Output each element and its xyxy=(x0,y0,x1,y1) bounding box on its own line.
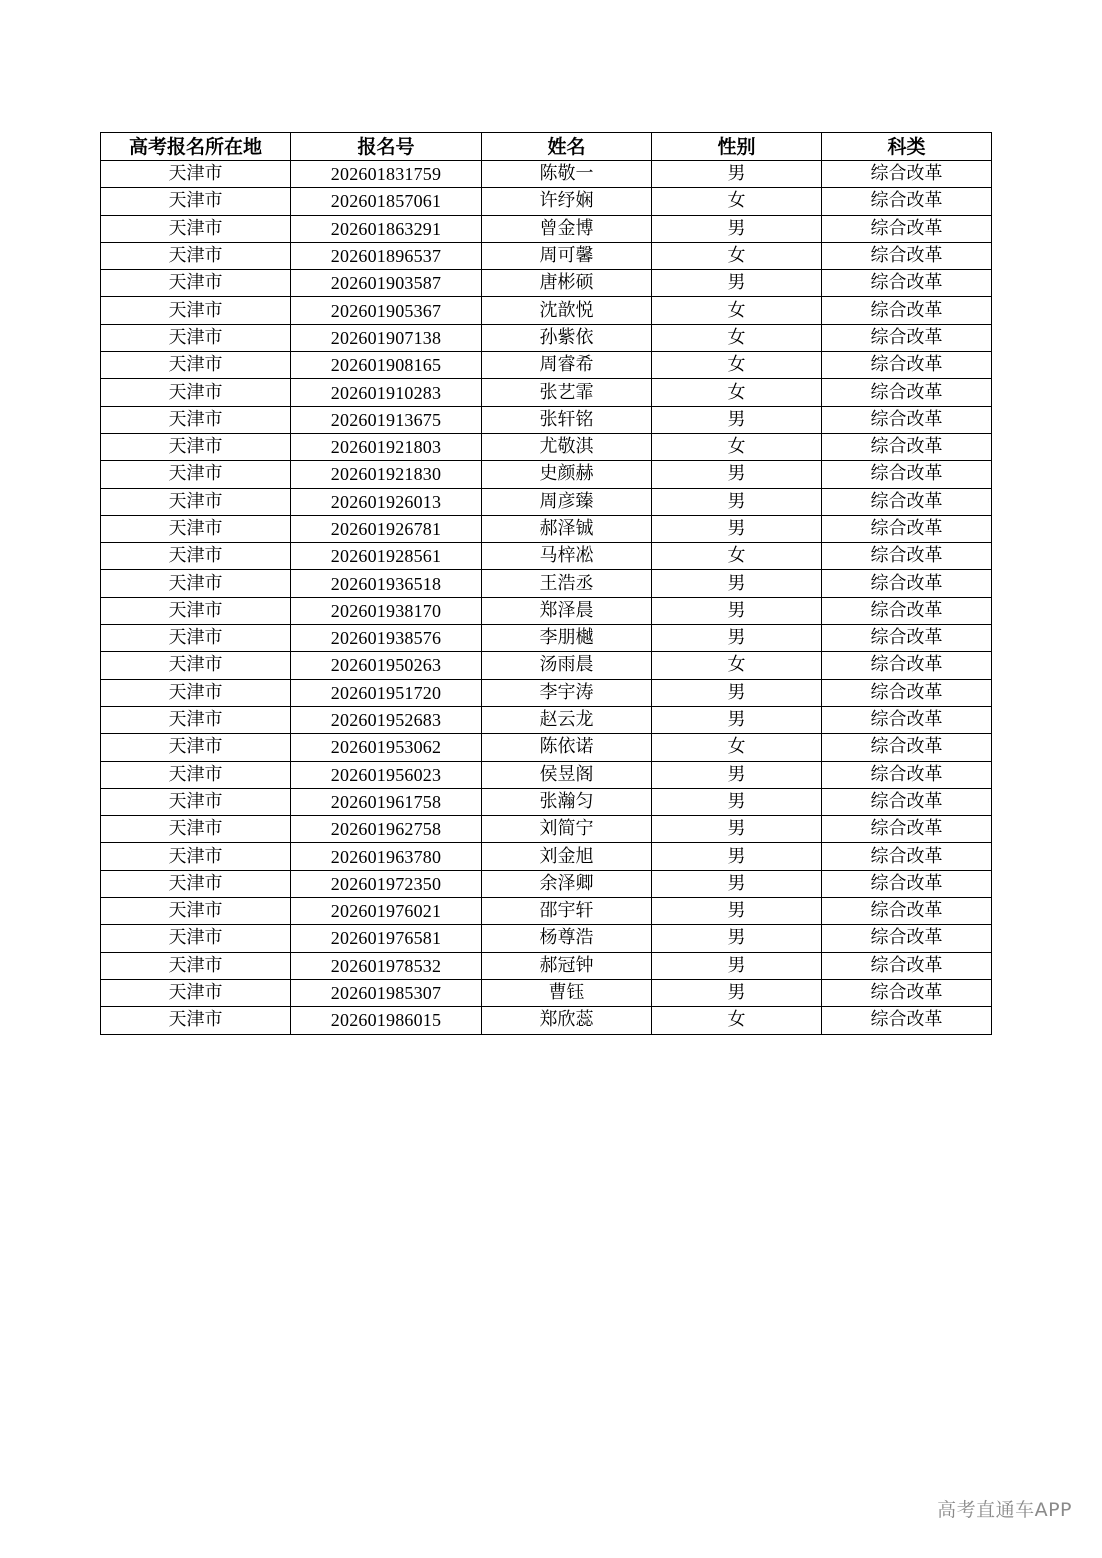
name-cell: 史颜赫 xyxy=(482,461,652,488)
gender-cell: 男 xyxy=(652,625,822,652)
subject-category-cell: 综合改革 xyxy=(822,270,992,297)
name-cell: 沈歆悦 xyxy=(482,297,652,324)
region-cell: 天津市 xyxy=(101,625,291,652)
name-cell: 王浩丞 xyxy=(482,570,652,597)
table-row xyxy=(101,761,992,788)
table-row xyxy=(101,570,992,597)
gender-cell: 男 xyxy=(652,270,822,297)
table-row xyxy=(101,843,992,870)
table-row xyxy=(101,952,992,979)
region-cell: 天津市 xyxy=(101,461,291,488)
region-cell: 天津市 xyxy=(101,433,291,460)
gender-cell: 男 xyxy=(652,679,822,706)
region-cell: 天津市 xyxy=(101,898,291,925)
gender-cell: 女 xyxy=(652,352,822,379)
registration-number-cell: 202601905367 xyxy=(291,297,482,324)
registration-number-cell: 202601956023 xyxy=(291,761,482,788)
registration-number-cell: 202601857061 xyxy=(291,188,482,215)
name-cell: 汤雨晨 xyxy=(482,652,652,679)
table-row xyxy=(101,652,992,679)
gender-cell: 女 xyxy=(652,433,822,460)
header-gender: 性别 xyxy=(652,133,822,161)
region-cell: 天津市 xyxy=(101,788,291,815)
region-cell: 天津市 xyxy=(101,679,291,706)
registration-number-cell: 202601950263 xyxy=(291,652,482,679)
table-row xyxy=(101,406,992,433)
gender-cell: 男 xyxy=(652,597,822,624)
region-cell: 天津市 xyxy=(101,324,291,351)
subject-category-cell: 综合改革 xyxy=(822,979,992,1006)
subject-category-cell: 综合改革 xyxy=(822,161,992,188)
region-cell: 天津市 xyxy=(101,515,291,542)
region-cell: 天津市 xyxy=(101,242,291,269)
name-cell: 张轩铭 xyxy=(482,406,652,433)
name-cell: 邵宇轩 xyxy=(482,898,652,925)
name-cell: 曾金博 xyxy=(482,215,652,242)
subject-category-cell: 综合改革 xyxy=(822,788,992,815)
table-row xyxy=(101,324,992,351)
region-cell: 天津市 xyxy=(101,761,291,788)
gender-cell: 女 xyxy=(652,188,822,215)
subject-category-cell: 综合改革 xyxy=(822,898,992,925)
subject-category-cell: 综合改革 xyxy=(822,925,992,952)
region-cell: 天津市 xyxy=(101,734,291,761)
region-cell: 天津市 xyxy=(101,488,291,515)
table-row xyxy=(101,788,992,815)
region-cell: 天津市 xyxy=(101,979,291,1006)
header-subject-category: 科类 xyxy=(822,133,992,161)
gender-cell: 男 xyxy=(652,406,822,433)
name-cell: 郑欣蕊 xyxy=(482,1007,652,1034)
subject-category-cell: 综合改革 xyxy=(822,215,992,242)
subject-category-cell: 综合改革 xyxy=(822,952,992,979)
subject-category-cell: 综合改革 xyxy=(822,461,992,488)
registration-number-cell: 202601936518 xyxy=(291,570,482,597)
gender-cell: 男 xyxy=(652,952,822,979)
name-cell: 曹钰 xyxy=(482,979,652,1006)
registration-number-cell: 202601910283 xyxy=(291,379,482,406)
subject-category-cell: 综合改革 xyxy=(822,515,992,542)
table-row xyxy=(101,1007,992,1034)
registration-number-cell: 202601926013 xyxy=(291,488,482,515)
subject-category-cell: 综合改革 xyxy=(822,816,992,843)
subject-category-cell: 综合改革 xyxy=(822,706,992,733)
table-row xyxy=(101,515,992,542)
subject-category-cell: 综合改革 xyxy=(822,1007,992,1034)
name-cell: 尤敬淇 xyxy=(482,433,652,460)
subject-category-cell: 综合改革 xyxy=(822,597,992,624)
gender-cell: 男 xyxy=(652,843,822,870)
registration-number-cell: 202601985307 xyxy=(291,979,482,1006)
region-cell: 天津市 xyxy=(101,379,291,406)
region-cell: 天津市 xyxy=(101,952,291,979)
gender-cell: 女 xyxy=(652,324,822,351)
name-cell: 杨尊浩 xyxy=(482,925,652,952)
table-row xyxy=(101,898,992,925)
subject-category-cell: 综合改革 xyxy=(822,352,992,379)
registration-number-cell: 202601907138 xyxy=(291,324,482,351)
header-region: 高考报名所在地 xyxy=(101,133,291,161)
region-cell: 天津市 xyxy=(101,706,291,733)
gender-cell: 男 xyxy=(652,515,822,542)
registration-number-cell: 202601903587 xyxy=(291,270,482,297)
registration-number-cell: 202601976581 xyxy=(291,925,482,952)
name-cell: 李宇涛 xyxy=(482,679,652,706)
registration-number-cell: 202601976021 xyxy=(291,898,482,925)
gender-cell: 男 xyxy=(652,488,822,515)
name-cell: 许纾娴 xyxy=(482,188,652,215)
registration-number-cell: 202601938576 xyxy=(291,625,482,652)
table-row xyxy=(101,270,992,297)
table-body xyxy=(101,161,992,1035)
subject-category-cell: 综合改革 xyxy=(822,543,992,570)
region-cell: 天津市 xyxy=(101,652,291,679)
region-cell: 天津市 xyxy=(101,297,291,324)
table-row xyxy=(101,625,992,652)
registration-number-cell: 202601908165 xyxy=(291,352,482,379)
name-cell: 郝冠钟 xyxy=(482,952,652,979)
registration-number-cell: 202601928561 xyxy=(291,543,482,570)
registration-number-cell: 202601921830 xyxy=(291,461,482,488)
gender-cell: 女 xyxy=(652,734,822,761)
name-cell: 郑泽晨 xyxy=(482,597,652,624)
registration-number-cell: 202601961758 xyxy=(291,788,482,815)
region-cell: 天津市 xyxy=(101,352,291,379)
name-cell: 周彦臻 xyxy=(482,488,652,515)
table-row xyxy=(101,597,992,624)
subject-category-cell: 综合改革 xyxy=(822,843,992,870)
gender-cell: 男 xyxy=(652,870,822,897)
table-header-row xyxy=(101,133,992,161)
region-cell: 天津市 xyxy=(101,816,291,843)
region-cell: 天津市 xyxy=(101,215,291,242)
gender-cell: 男 xyxy=(652,925,822,952)
region-cell: 天津市 xyxy=(101,543,291,570)
admission-roster-table xyxy=(100,132,992,1035)
name-cell: 刘简宁 xyxy=(482,816,652,843)
subject-category-cell: 综合改革 xyxy=(822,652,992,679)
region-cell: 天津市 xyxy=(101,1007,291,1034)
registration-number-cell: 202601953062 xyxy=(291,734,482,761)
table-row xyxy=(101,979,992,1006)
region-cell: 天津市 xyxy=(101,570,291,597)
registration-number-cell: 202601972350 xyxy=(291,870,482,897)
registration-number-cell: 202601978532 xyxy=(291,952,482,979)
table-row xyxy=(101,215,992,242)
watermark: 高考直通车APP xyxy=(937,1499,1072,1521)
subject-category-cell: 综合改革 xyxy=(822,488,992,515)
table-row xyxy=(101,242,992,269)
gender-cell: 男 xyxy=(652,898,822,925)
table-row xyxy=(101,433,992,460)
registration-number-cell: 202601951720 xyxy=(291,679,482,706)
table-row xyxy=(101,925,992,952)
region-cell: 天津市 xyxy=(101,270,291,297)
registration-number-cell: 202601963780 xyxy=(291,843,482,870)
gender-cell: 女 xyxy=(652,379,822,406)
gender-cell: 男 xyxy=(652,215,822,242)
gender-cell: 女 xyxy=(652,1007,822,1034)
subject-category-cell: 综合改革 xyxy=(822,734,992,761)
registration-number-cell: 202601896537 xyxy=(291,242,482,269)
subject-category-cell: 综合改革 xyxy=(822,433,992,460)
table-row xyxy=(101,352,992,379)
registration-number-cell: 202601831759 xyxy=(291,161,482,188)
table-row xyxy=(101,543,992,570)
name-cell: 侯昱阁 xyxy=(482,761,652,788)
registration-number-cell: 202601863291 xyxy=(291,215,482,242)
table-row xyxy=(101,297,992,324)
name-cell: 张艺霏 xyxy=(482,379,652,406)
gender-cell: 女 xyxy=(652,297,822,324)
name-cell: 陈敬一 xyxy=(482,161,652,188)
name-cell: 李朋樾 xyxy=(482,625,652,652)
gender-cell: 男 xyxy=(652,761,822,788)
subject-category-cell: 综合改革 xyxy=(822,242,992,269)
table-row xyxy=(101,679,992,706)
region-cell: 天津市 xyxy=(101,597,291,624)
table-row xyxy=(101,706,992,733)
subject-category-cell: 综合改革 xyxy=(822,379,992,406)
subject-category-cell: 综合改革 xyxy=(822,188,992,215)
region-cell: 天津市 xyxy=(101,188,291,215)
subject-category-cell: 综合改革 xyxy=(822,870,992,897)
gender-cell: 男 xyxy=(652,788,822,815)
region-cell: 天津市 xyxy=(101,843,291,870)
table-row xyxy=(101,488,992,515)
region-cell: 天津市 xyxy=(101,925,291,952)
gender-cell: 女 xyxy=(652,543,822,570)
registration-number-cell: 202601913675 xyxy=(291,406,482,433)
gender-cell: 男 xyxy=(652,706,822,733)
subject-category-cell: 综合改革 xyxy=(822,324,992,351)
gender-cell: 女 xyxy=(652,242,822,269)
subject-category-cell: 综合改革 xyxy=(822,570,992,597)
subject-category-cell: 综合改革 xyxy=(822,406,992,433)
registration-number-cell: 202601952683 xyxy=(291,706,482,733)
registration-number-cell: 202601938170 xyxy=(291,597,482,624)
table-row xyxy=(101,461,992,488)
gender-cell: 女 xyxy=(652,652,822,679)
gender-cell: 男 xyxy=(652,979,822,1006)
table-row xyxy=(101,161,992,188)
name-cell: 刘金旭 xyxy=(482,843,652,870)
name-cell: 郝泽铖 xyxy=(482,515,652,542)
gender-cell: 男 xyxy=(652,570,822,597)
name-cell: 赵云龙 xyxy=(482,706,652,733)
registration-number-cell: 202601926781 xyxy=(291,515,482,542)
table-row xyxy=(101,379,992,406)
region-cell: 天津市 xyxy=(101,870,291,897)
name-cell: 孙紫依 xyxy=(482,324,652,351)
name-cell: 陈依诺 xyxy=(482,734,652,761)
table-row xyxy=(101,816,992,843)
table-row xyxy=(101,870,992,897)
gender-cell: 男 xyxy=(652,461,822,488)
gender-cell: 男 xyxy=(652,161,822,188)
table-row xyxy=(101,734,992,761)
name-cell: 余泽卿 xyxy=(482,870,652,897)
subject-category-cell: 综合改革 xyxy=(822,625,992,652)
name-cell: 唐彬硕 xyxy=(482,270,652,297)
name-cell: 周可馨 xyxy=(482,242,652,269)
subject-category-cell: 综合改革 xyxy=(822,679,992,706)
subject-category-cell: 综合改革 xyxy=(822,297,992,324)
name-cell: 马梓凇 xyxy=(482,543,652,570)
registration-number-cell: 202601986015 xyxy=(291,1007,482,1034)
table-row xyxy=(101,188,992,215)
name-cell: 周睿希 xyxy=(482,352,652,379)
header-registration-number: 报名号 xyxy=(291,133,482,161)
header-name: 姓名 xyxy=(482,133,652,161)
registration-number-cell: 202601962758 xyxy=(291,816,482,843)
region-cell: 天津市 xyxy=(101,406,291,433)
name-cell: 张瀚匀 xyxy=(482,788,652,815)
gender-cell: 男 xyxy=(652,816,822,843)
region-cell: 天津市 xyxy=(101,161,291,188)
subject-category-cell: 综合改革 xyxy=(822,761,992,788)
registration-number-cell: 202601921803 xyxy=(291,433,482,460)
